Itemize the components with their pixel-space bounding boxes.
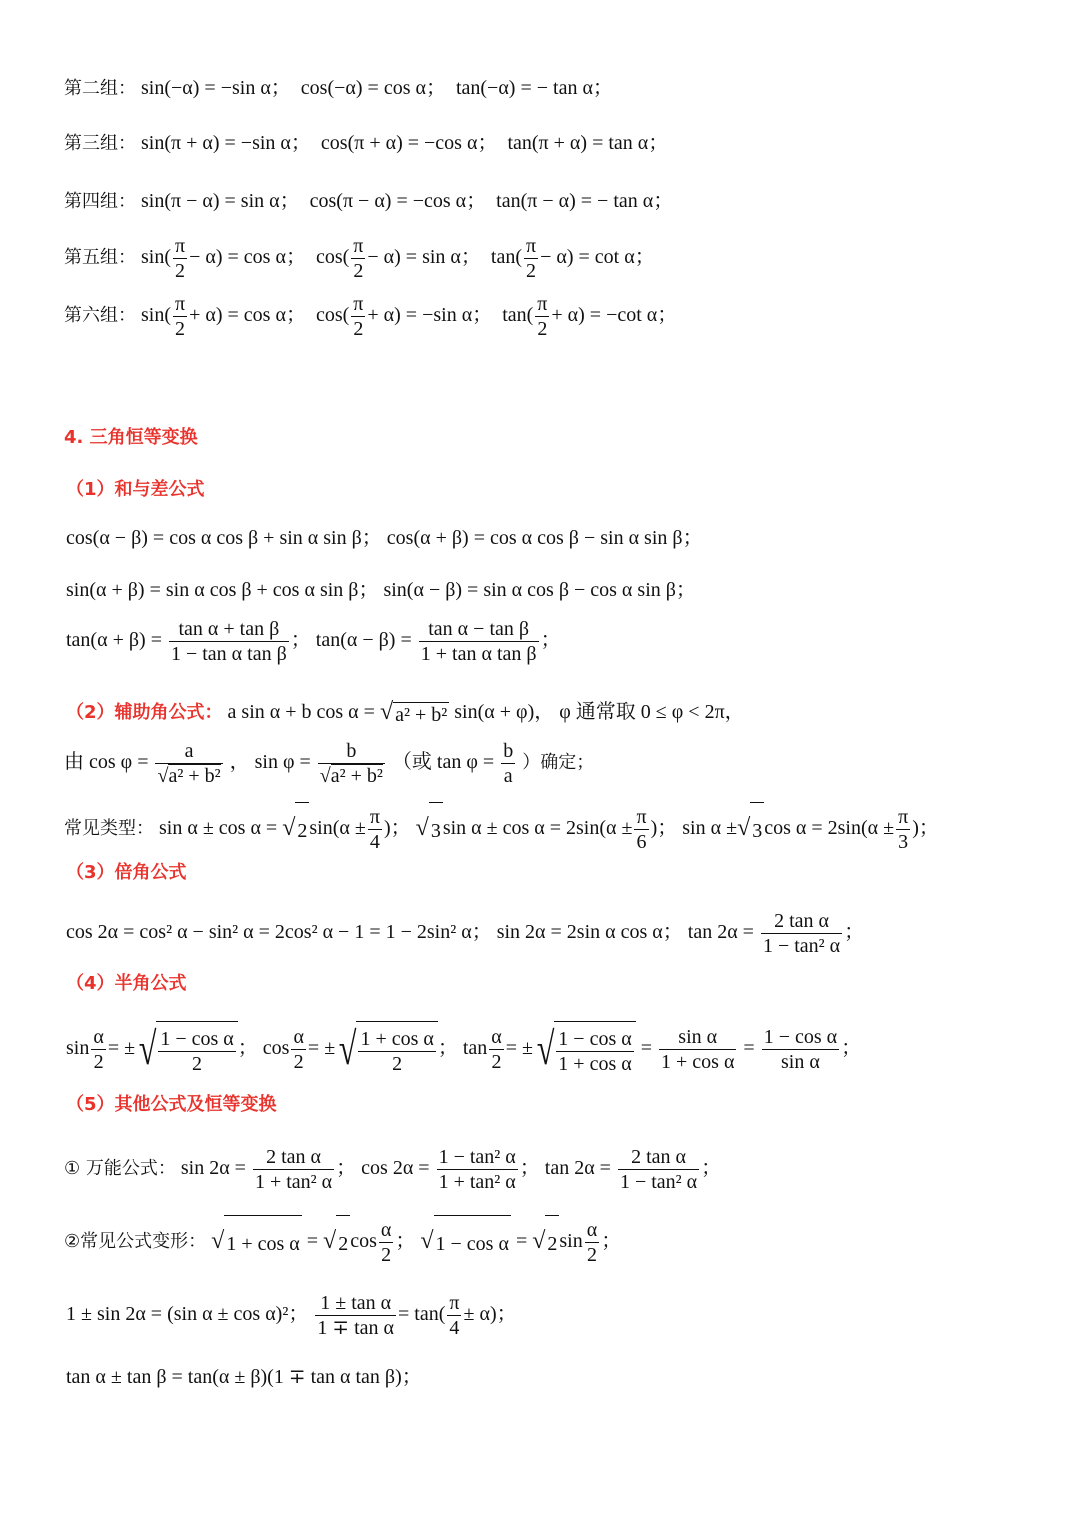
formula-row (66, 1286, 1080, 1342)
formula: sin(α + β) = sin α cos β + cos α sin β； sin(α − β) = sin α cos β − cos α sin β； (66, 579, 696, 601)
formula-part: cos( (315, 304, 350, 326)
fraction (315, 1291, 396, 1340)
formula-part: cos (262, 1037, 290, 1059)
subsection-title: （3）倍角公式 (66, 862, 187, 883)
denominator: 2 (381, 1243, 392, 1266)
formula-part: cos 2α = cos² α − sin² α = 2cos² α − 1 = 1 − 2sin² α； sin 2α = 2sin α cos α； tan 2α = (66, 921, 754, 943)
sqrt: √ $\frac{\text{1 − cos α}}{\text{1 + cos α}}$ (533, 1021, 636, 1078)
radicand: 2 (545, 1215, 559, 1272)
fraction (535, 292, 549, 341)
separator: ； (844, 921, 865, 943)
denominator: 2 (175, 317, 186, 340)
formula-row (64, 1140, 1080, 1197)
subsection-heading (66, 1092, 1080, 1117)
formula-part: tan(α − β) = (315, 629, 412, 651)
formula-part: sin (559, 1230, 583, 1253)
numerator: π (369, 805, 380, 828)
numerator: α (293, 1025, 304, 1048)
denominator: √a² + b² (319, 764, 383, 787)
denominator: 2 (392, 1052, 403, 1075)
denominator: 1 − tan² α (762, 934, 841, 957)
subsection-title: （5）其他公式及恒等变换 (66, 1094, 277, 1115)
radicand: 2 (295, 802, 309, 859)
formula: sin(π − α) = sin α； (141, 190, 300, 212)
section-heading (64, 425, 1080, 450)
formula-part: tan( (502, 304, 534, 326)
numerator: π (537, 292, 548, 315)
numerator: a (155, 739, 222, 764)
radicand: a² + b² (330, 764, 383, 787)
numerator: 2 tan α (761, 909, 842, 934)
fraction (437, 1145, 518, 1194)
denominator: √a² + b² (157, 764, 221, 787)
fraction (291, 1025, 305, 1074)
formula-part: cos( (315, 246, 350, 268)
separator: ； (601, 1230, 622, 1253)
formula-part: ）确定； (522, 752, 595, 773)
radicand: 1 − cos α (434, 1215, 511, 1272)
formula-part: sin(α + φ)， (454, 701, 555, 724)
fraction (761, 909, 842, 958)
formula-part: − α) = cot α； (540, 246, 655, 268)
formula-row (66, 526, 1080, 550)
numerator: α (586, 1218, 598, 1241)
formula-part: = (515, 1230, 528, 1253)
denominator: 2 (293, 1050, 304, 1073)
formula-part: = (306, 1230, 319, 1253)
subsection-heading (66, 971, 1080, 996)
formula-part: 1 ± sin 2α = (sin α ± cos α)²； (66, 1303, 309, 1325)
fraction (318, 739, 385, 788)
numerator: 1 − cos α (160, 1027, 234, 1050)
radicand: a² + b² (168, 764, 221, 787)
fraction (173, 292, 187, 341)
fraction (489, 1025, 503, 1074)
fraction (158, 1027, 235, 1076)
section-title: 4. 三角恒等变换 (64, 427, 198, 448)
formula-part: = (640, 1037, 652, 1059)
denominator: 4 (449, 1316, 460, 1339)
sqrt: √ $\frac{\text{1 − cos α}}{2}$ (135, 1021, 238, 1078)
group2-label: 第二组： (64, 78, 136, 99)
note: φ 通常取 0 ≤ φ < 2π， (559, 701, 745, 724)
denominator: 2 (93, 1050, 104, 1073)
formula-part: sin α ± (682, 817, 738, 840)
numerator: 1 + cos α (360, 1027, 434, 1050)
formula-part: sin α ± cos α = (159, 817, 278, 840)
denominator: 1 + tan² α (438, 1170, 516, 1193)
numerator: 1 − cos α (558, 1027, 632, 1050)
sqrt: √ 2 (323, 1213, 350, 1272)
denominator: sin α (781, 1050, 820, 1073)
sqrt: √ 3 (737, 800, 764, 859)
formula-part: )； (383, 817, 411, 840)
formula: cos(π − α) = −cos α； (309, 190, 487, 212)
formula-part: cos (350, 1230, 377, 1253)
fraction (634, 805, 648, 854)
sqrt: √ 1 + cos α (211, 1213, 302, 1272)
numerator: π (526, 234, 537, 257)
formula-part: + α) = cos α； (189, 304, 306, 326)
formula-part: sin 2α = (180, 1157, 246, 1179)
numerator: α (491, 1025, 502, 1048)
numerator: α (93, 1025, 104, 1048)
fraction (358, 1027, 435, 1076)
fraction (253, 1145, 334, 1194)
fraction (501, 739, 515, 788)
fraction (368, 805, 382, 854)
separator: ； (701, 1157, 722, 1179)
formula-part: sin α ± cos α = 2sin(α ± (442, 817, 633, 840)
numerator: π (898, 805, 909, 828)
numerator: 2 tan α (618, 1145, 699, 1170)
fraction (169, 617, 289, 666)
denominator: 3 (898, 830, 909, 853)
sqrt: √ a² + b² (379, 699, 448, 726)
radicand: 1 + cos α (224, 1215, 301, 1272)
denominator: a (503, 764, 513, 787)
fraction (585, 1218, 599, 1267)
label: ① 万能公式： (64, 1158, 176, 1179)
formula-part: tan(α + β) = (66, 629, 162, 651)
denominator: 1 + tan² α (254, 1170, 333, 1193)
formula-row (66, 578, 1080, 602)
fraction (155, 739, 222, 788)
fraction (173, 234, 187, 283)
formula-row (64, 800, 1080, 859)
separator: ； (519, 1157, 540, 1179)
numerator: b (318, 739, 385, 764)
radicand: a² + b² (395, 703, 448, 726)
formula-part: a sin α + b cos α = (227, 701, 375, 724)
fraction (351, 234, 365, 283)
subsection-title: （4）半角公式 (66, 973, 187, 994)
formula-part: sin( (141, 304, 171, 326)
denominator: 2 (353, 259, 364, 282)
formula-row (64, 1213, 1080, 1272)
formula-part: + α) = −sin α； (367, 304, 493, 326)
separator: ； (395, 1230, 416, 1253)
numerator: 1 ± tan α (315, 1291, 396, 1316)
separator: ； (336, 1157, 357, 1179)
fraction (659, 1025, 736, 1074)
sqrt: √ 2 (532, 1213, 559, 1272)
formula: cos(α − β) = cos α cos β + sin α sin β； cos(α + β) = cos α cos β − sin α sin β； (66, 527, 703, 549)
formula: tan(π + α) = tan α； (507, 132, 669, 154)
formula-part: tan (462, 1037, 488, 1059)
denominator: 2 (537, 317, 548, 340)
formula-part: tan 2α = (544, 1157, 611, 1179)
formula-row-group2 (64, 76, 1080, 101)
formula-part: − α) = sin α； (367, 246, 481, 268)
numerator: π (636, 805, 647, 828)
formula-part: )； (650, 817, 678, 840)
formula: tan α ± tan β = tan(α ± β)(1 ∓ tan α tan β)； (66, 1366, 422, 1388)
numerator: π (353, 234, 364, 257)
denominator: 2 (491, 1050, 502, 1073)
formula-part: ± α)； (463, 1303, 517, 1325)
numerator: 2 tan α (253, 1145, 334, 1170)
fraction (419, 617, 539, 666)
formula: tan(−α) = − tan α； (455, 77, 613, 99)
formula-row (64, 734, 1080, 791)
formula-part: = (743, 1037, 755, 1059)
fraction (618, 1145, 699, 1194)
sqrt: √ 1 − cos α (420, 1213, 511, 1272)
formula-part: sin( (141, 246, 171, 268)
numerator: tan α + tan β (169, 617, 289, 642)
group6-label: 第六组： (64, 305, 136, 326)
formula-part: （或 tan φ = (391, 751, 495, 773)
group4-label: 第四组： (64, 191, 136, 212)
separator: ； (540, 629, 561, 651)
radicand: 3 (429, 802, 443, 859)
formula-part: = ± (505, 1037, 534, 1059)
fraction (524, 234, 538, 283)
formula: tan(π − α) = − tan α； (496, 190, 674, 212)
sqrt: √ 2 (282, 800, 309, 859)
subsection-heading (66, 860, 1080, 885)
formula-row (66, 904, 1080, 960)
denominator: 1 − tan α tan β (170, 642, 287, 665)
fraction (351, 292, 365, 341)
denominator: 6 (636, 830, 647, 853)
formula-row-group3 (64, 131, 1080, 156)
separator: ； (841, 1037, 862, 1059)
subsection-title: （1）和与差公式 (66, 479, 205, 500)
formula-part: cos α = 2sin(α ± (764, 817, 895, 840)
group3-label: 第三组： (64, 133, 136, 154)
formula-part: )； (912, 817, 939, 840)
formula-part: − α) = cos α； (189, 246, 306, 268)
formula: sin(−α) = −sin α； (141, 77, 291, 99)
separator: ， (229, 751, 250, 773)
formula-row (66, 1020, 1080, 1078)
denominator: 1 − tan² α (619, 1170, 698, 1193)
numerator: b (503, 739, 514, 762)
group5-label: 第五组： (64, 247, 136, 268)
fraction (762, 1025, 839, 1074)
label: ②常见公式变形： (64, 1231, 207, 1253)
numerator: tan α − tan β (419, 617, 539, 642)
formula-part: 由 cos φ = (64, 751, 149, 773)
formula-part: tan( (490, 246, 522, 268)
subsection-heading (66, 477, 1080, 502)
formula-part: sin φ = (254, 751, 311, 773)
formula-row-group4 (64, 189, 1080, 214)
denominator: 4 (369, 830, 380, 853)
fraction (91, 1025, 105, 1074)
denominator: 1 + tan α tan β (420, 642, 537, 665)
fraction (379, 1218, 393, 1267)
separator: ； (237, 1037, 258, 1059)
denominator: 2 (353, 317, 364, 340)
numerator: α (380, 1218, 392, 1241)
numerator: π (175, 234, 186, 257)
radicand: 3 (750, 802, 764, 859)
numerator: π (353, 292, 364, 315)
fraction (896, 805, 910, 854)
denominator: 1 + cos α (558, 1052, 632, 1075)
numerator: π (449, 1291, 460, 1314)
denominator: 2 (526, 259, 537, 282)
formula-part: sin (66, 1037, 90, 1059)
formula-row (66, 700, 1080, 727)
formula-part: sin(α ± (309, 817, 366, 840)
numerator: π (175, 292, 186, 315)
formula: sin(π + α) = −sin α； (141, 132, 311, 154)
formula: cos(π + α) = −cos α； (320, 132, 498, 154)
formula-part: = tan( (398, 1303, 446, 1325)
denominator: 2 (175, 259, 186, 282)
sqrt: √ 3 (416, 800, 443, 859)
formula-row-group5 (64, 232, 1080, 283)
denominator: 1 + cos α (661, 1050, 735, 1073)
separator: ； (290, 629, 311, 651)
radicand: 2 (336, 1215, 350, 1272)
formula-part: cos 2α = (361, 1157, 430, 1179)
separator: ； (437, 1037, 458, 1059)
numerator: 1 − cos α (763, 1025, 838, 1048)
subsection-title: （2）辅助角公式： (66, 702, 223, 724)
denominator: 2 (586, 1243, 597, 1266)
formula-row (66, 612, 1080, 668)
denominator: 1 ∓ tan α (317, 1316, 394, 1339)
fraction (447, 1291, 461, 1340)
formula-part: = ± (307, 1037, 336, 1059)
formula: cos(−α) = cos α； (300, 77, 446, 99)
label: 常见类型： (64, 818, 154, 840)
fraction (556, 1027, 633, 1076)
numerator: 1 − tan² α (438, 1145, 516, 1168)
formula-row-group6 (64, 290, 1080, 341)
formula-row (66, 1365, 1080, 1389)
numerator: sin α (659, 1025, 736, 1050)
formula-part: + α) = −cot α； (551, 304, 678, 326)
formula-part: = ± (107, 1037, 136, 1059)
sqrt: √ $\frac{\text{1 + cos α}}{2}$ (335, 1021, 438, 1078)
denominator: 2 (192, 1052, 203, 1075)
